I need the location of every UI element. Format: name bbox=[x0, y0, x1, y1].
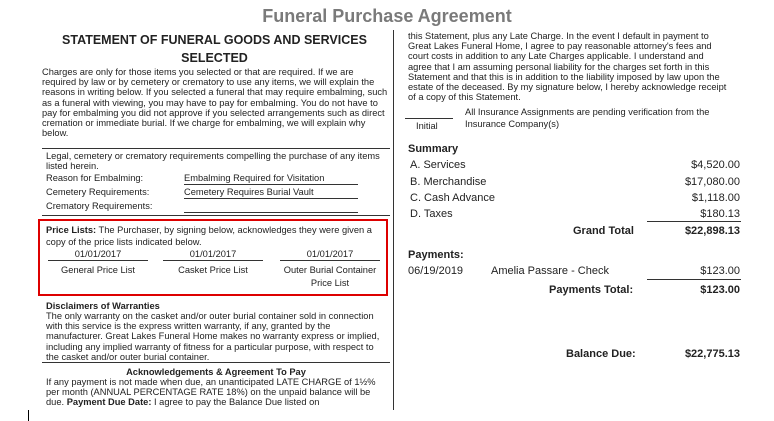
crematory-label: Crematory Requirements: bbox=[46, 201, 153, 211]
payment-description: Amelia Passare - Check bbox=[491, 265, 609, 277]
acknowledgements-heading: Acknowledgements & Agreement To Pay bbox=[126, 367, 306, 377]
insurance-note: All Insurance Assignments are pending verification from the Insurance Company(s) bbox=[465, 107, 710, 129]
acknowledgements-text bbox=[46, 377, 386, 408]
price-list-name: Outer Burial Container Price List bbox=[283, 265, 377, 288]
column-divider bbox=[393, 30, 394, 410]
divider bbox=[42, 362, 390, 363]
payments-total-label: Payments Total: bbox=[549, 284, 634, 296]
summary-label: B. Merchandise bbox=[410, 176, 487, 188]
summary-amount: $4,520.00 bbox=[691, 159, 740, 171]
summary-label: C. Cash Advance bbox=[410, 192, 495, 204]
grand-total-value: $22,898.13 bbox=[684, 225, 740, 237]
statement-title: STATEMENT OF FUNERAL GOODS AND SERVICES SELECTED bbox=[62, 33, 367, 65]
summary-amount: $1,118.00 bbox=[691, 192, 740, 204]
summary-amount: $17,080.00 bbox=[684, 176, 740, 188]
payments-heading: Payments: bbox=[408, 249, 464, 261]
price-list-date: 01/01/2017 bbox=[163, 248, 263, 261]
cemetery-value: Cemetery Requires Burial Vault bbox=[184, 186, 358, 199]
agreement-continued: this Statement, plus any Late Charge. In the event I default in payment to Great Lakes Funeral Home, I agree to pay reasonable attorney's fees and court costs in addition to any Late Charges applicable. I understand and agree that I am assuming personal liability for the charges set forth in this Statement and that this is in addition to the liability imposed by law upon the estate of the deceased. By my signature below, I hereby acknowledge receipt of a copy of this Statement. bbox=[408, 31, 727, 103]
disclaimers-text: The only warranty on the casket and/or outer burial container sold in connection with this service is the express written warranty, if any, granted by the manufacturer. Great Lakes Funeral Home makes no warranty express or implied, including any implied warranty of fitness for a particular purpose, with respect to the casket and/or outer burial container. bbox=[46, 311, 380, 362]
embalming-label: Reason for Embalming: bbox=[46, 173, 144, 183]
charges-intro: Charges are only for those items you selected or that are required. If we are required by law or by cemetery or crematory to use any items, we will explain the reasons in writing below. If you selected a funeral that may require embalming, such as a funeral with viewing, you may have to pay for embalming. You do not have to pay for embalming you did not approve if you selected arrangements such as direct cremation or immediate burial. If we charge for embalming, we will explain why below. bbox=[42, 67, 388, 139]
embalming-value: Embalming Required for Visitation bbox=[184, 172, 358, 185]
payments-rule bbox=[647, 279, 741, 280]
price-lists-text bbox=[46, 224, 384, 248]
document-title: Funeral Purchase Agreement bbox=[262, 6, 512, 26]
initial-label: Initial bbox=[416, 121, 438, 131]
balance-due-label: Balance Due: bbox=[566, 348, 636, 360]
initial-line bbox=[405, 118, 453, 119]
payments-total-value: $123.00 bbox=[700, 284, 740, 296]
price-list-date: 01/01/2017 bbox=[48, 248, 148, 261]
divider bbox=[42, 215, 390, 216]
summary-label: D. Taxes bbox=[410, 208, 453, 220]
price-list-date: 01/01/2017 bbox=[280, 248, 380, 261]
price-list-name: Casket Price List bbox=[178, 265, 248, 275]
price-lists-heading: Price Lists: bbox=[46, 225, 97, 235]
cemetery-label: Cemetery Requirements: bbox=[46, 187, 150, 197]
payment-due-text: I agree to pay the Balance Due listed on bbox=[151, 397, 320, 408]
payment-due-label: Payment Due Date: bbox=[66, 397, 152, 408]
divider bbox=[42, 148, 390, 149]
summary-heading: Summary bbox=[408, 143, 459, 155]
total-rule bbox=[647, 221, 741, 222]
requirements-intro: Legal, cemetery or crematory requirements compelling the purchase of any items listed herein. bbox=[46, 151, 380, 172]
balance-due-value: $22,775.13 bbox=[684, 348, 740, 360]
summary-amount: $180.13 bbox=[700, 208, 740, 220]
crematory-value bbox=[184, 200, 358, 213]
late-charge-text: If any payment is not made when due, an unanticipated LATE CHARGE of 1½% per month (ANNUAL PERCENTAGE RATE 18%) on the unpaid balance will be due. bbox=[46, 377, 376, 408]
disclaimers-heading: Disclaimers of Warranties bbox=[46, 301, 160, 311]
payment-date: 06/19/2019 bbox=[408, 265, 464, 277]
summary-label: A. Services bbox=[410, 159, 466, 171]
grand-total-label: Grand Total bbox=[573, 225, 634, 237]
price-list-name: General Price List bbox=[61, 265, 135, 275]
payment-amount: $123.00 bbox=[700, 265, 740, 277]
price-lists-body: The Purchaser, by signing below, acknowledges they were given a copy of the price lists indicated below. bbox=[46, 225, 372, 247]
text-cursor bbox=[28, 410, 29, 421]
